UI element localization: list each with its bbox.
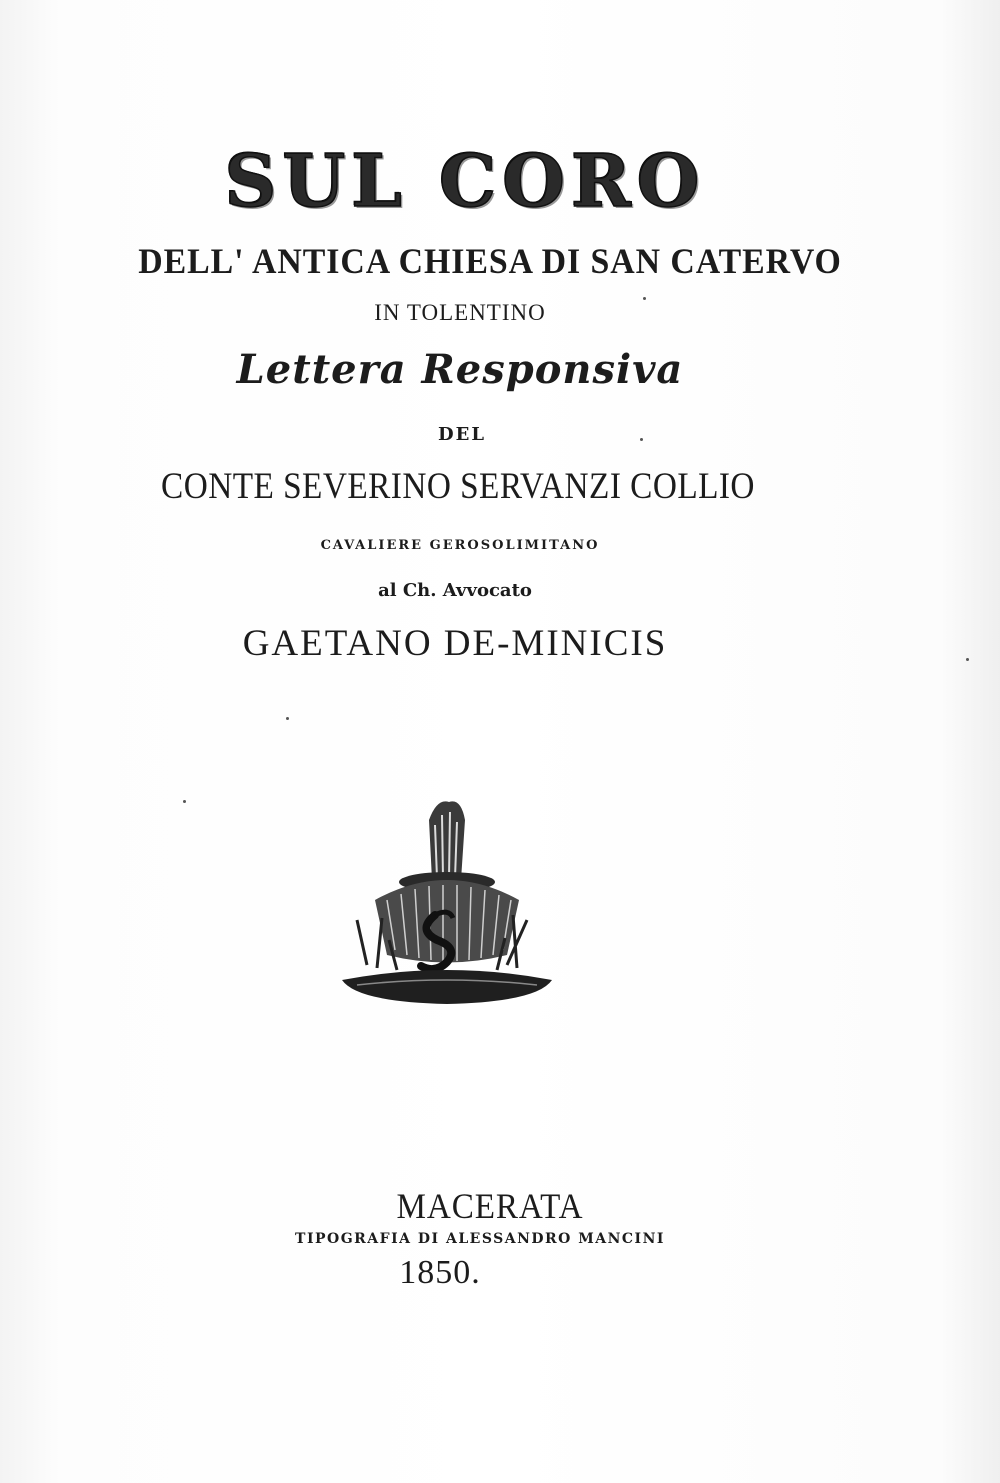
author-name: CONTE SEVERINO SERVANZI COLLIO xyxy=(161,466,755,507)
addressee-name: GAETANO DE-MINICIS xyxy=(242,623,668,664)
author-order: CAVALIERE GEROSOLIMITANO xyxy=(320,538,600,553)
imprint-city: MACERATA xyxy=(396,1186,584,1226)
genre-line: Lettera Responsiva xyxy=(236,346,684,393)
del-line: DEL xyxy=(438,424,486,445)
paper-speck xyxy=(966,658,969,661)
subtitle: DELL' ANTICA CHIESA DI SAN CATERVO xyxy=(138,241,842,281)
paper-speck xyxy=(643,297,646,300)
addressee-prefix: al Ch. Avvocato xyxy=(378,580,532,601)
paper-speck xyxy=(640,438,643,441)
main-title: SUL CORO xyxy=(224,138,706,223)
imprint-printer: TIPOGRAFIA DI ALESSANDRO MANCINI xyxy=(295,1231,665,1247)
paper-speck xyxy=(286,717,289,720)
fountain-with-dolphin-icon xyxy=(337,790,557,1010)
place-line: IN TOLENTINO xyxy=(374,300,546,325)
imprint-year: 1850. xyxy=(399,1254,481,1291)
paper-speck xyxy=(183,800,186,803)
